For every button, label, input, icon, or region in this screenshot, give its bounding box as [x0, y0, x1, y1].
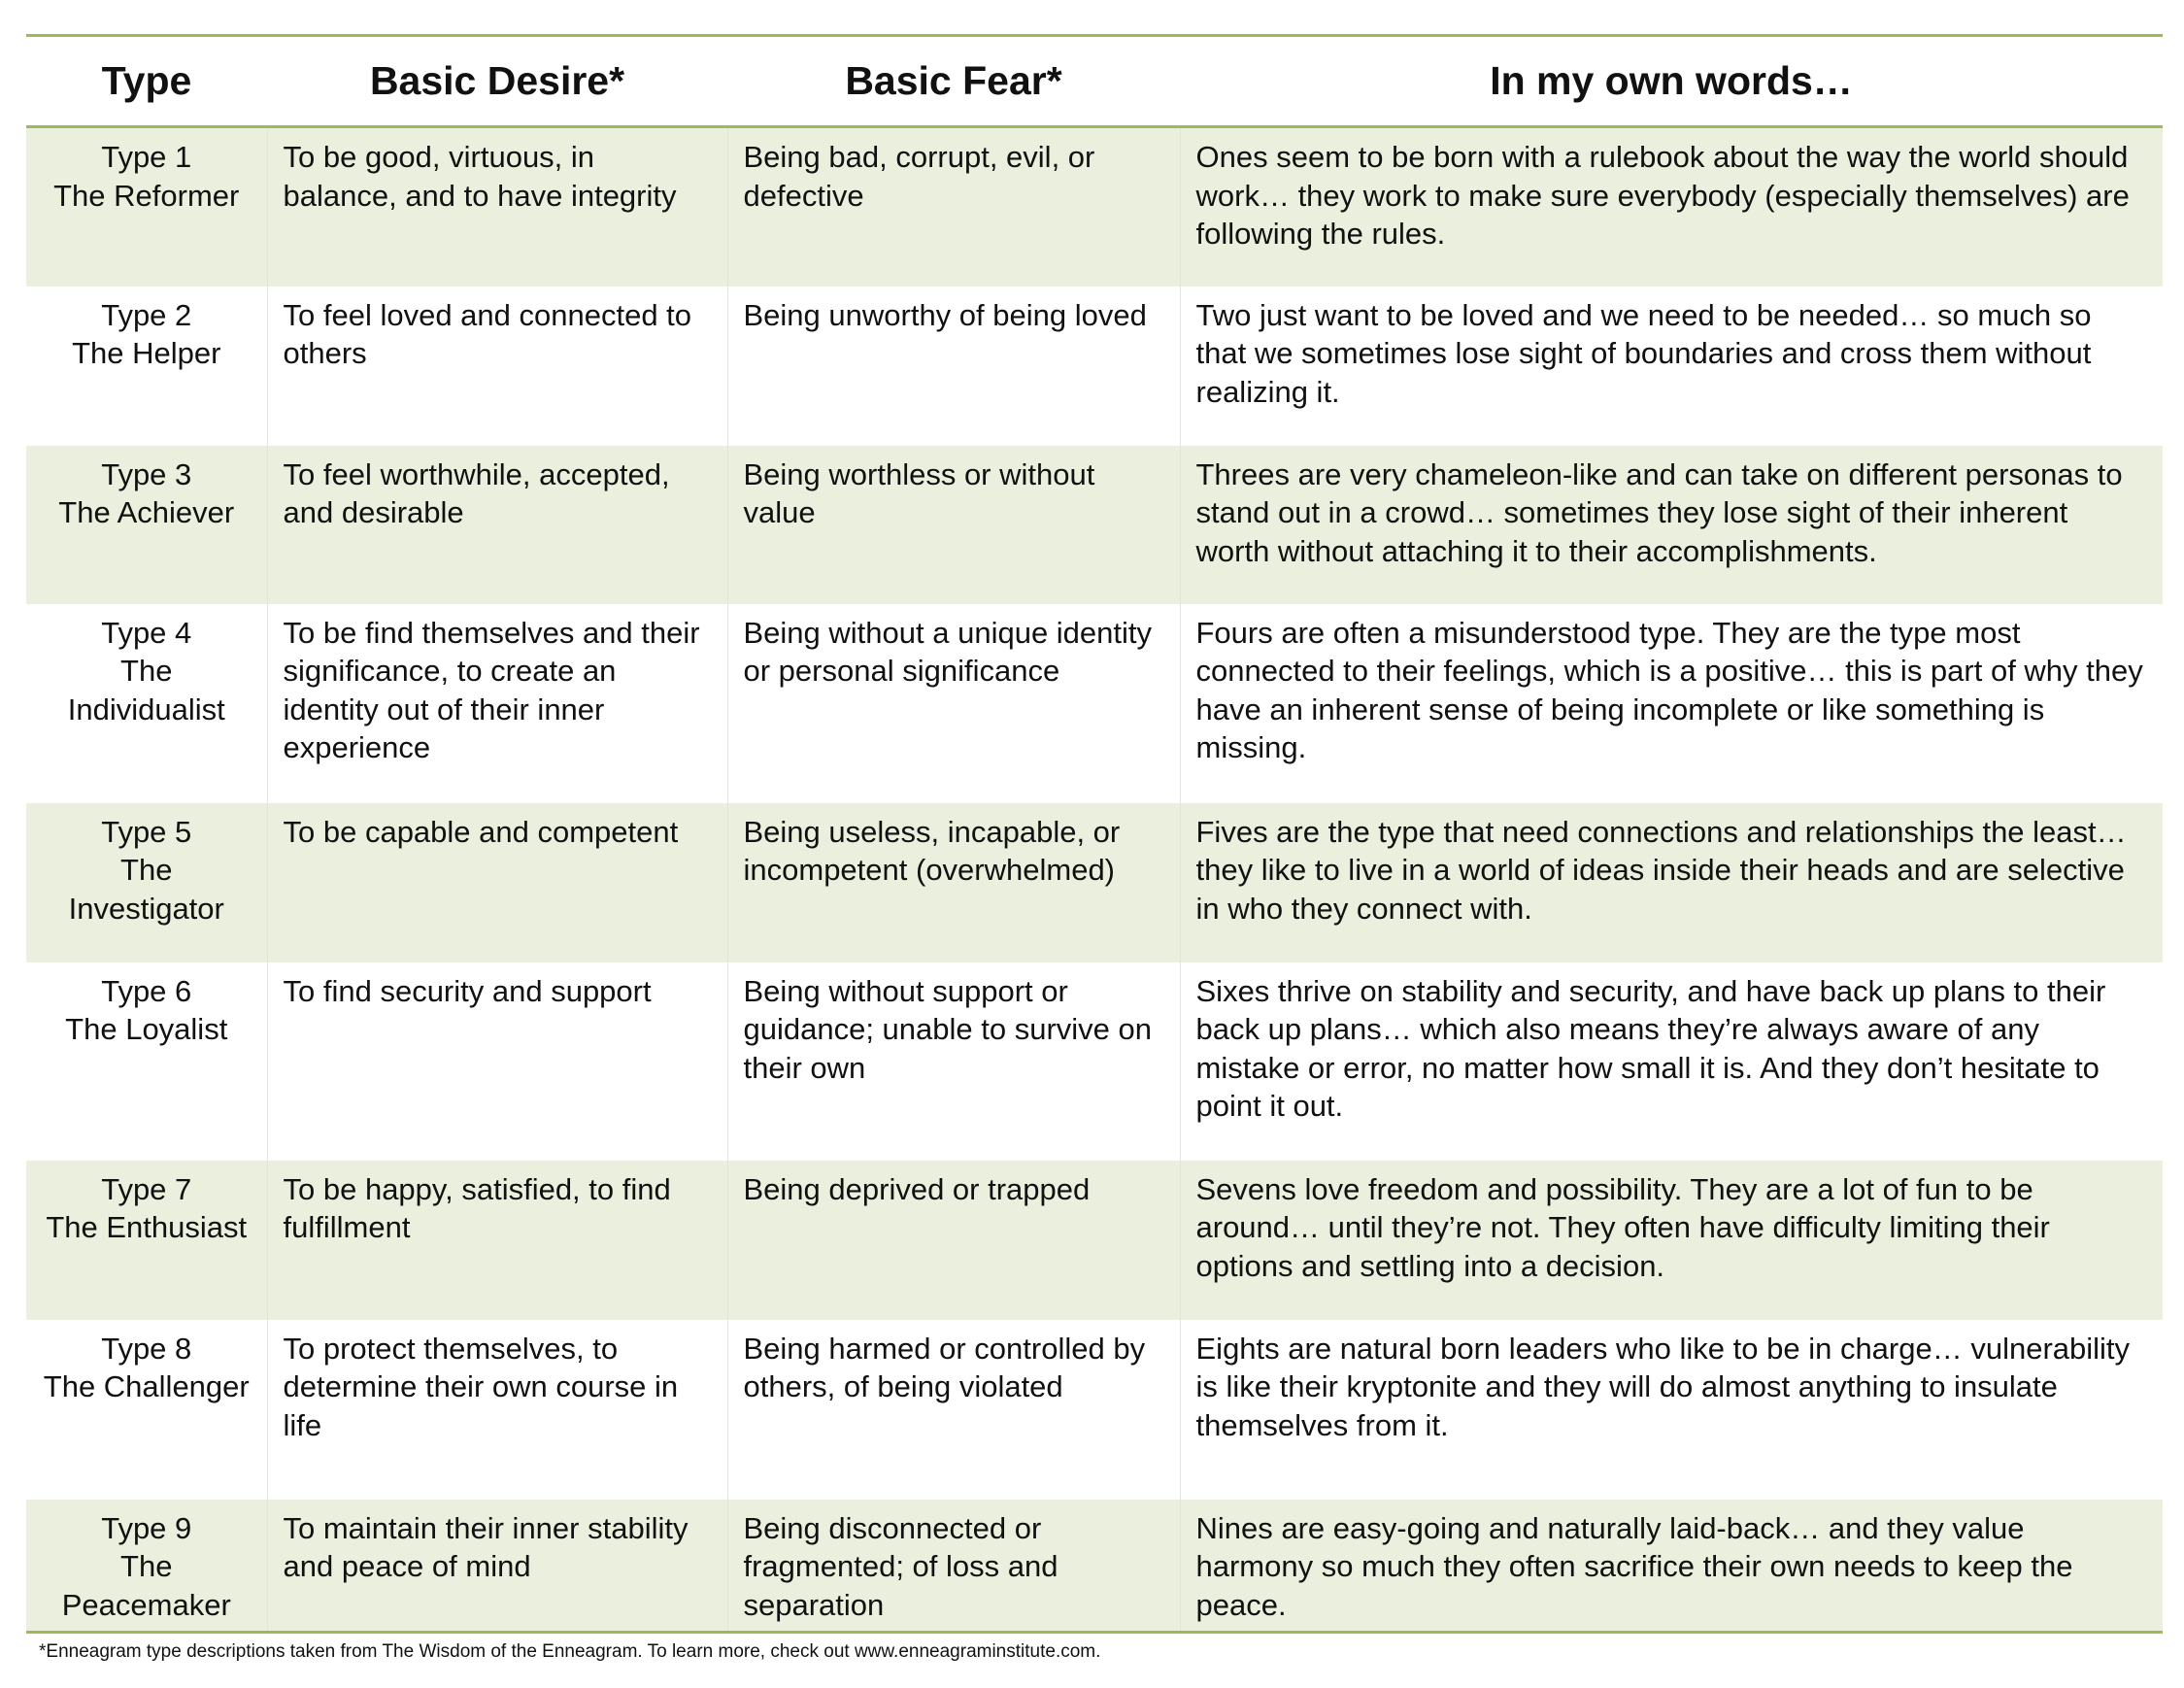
type-cell — [26, 446, 267, 604]
words-cell: Sevens love freedom and possibility. They are a lot of fun to be around… until they’re not. They often have difficulty limiting their options and settling into a decision. — [1180, 1161, 2163, 1320]
desire-cell: To be find themselves and their significance, to create an identity out of their inner experience — [267, 604, 727, 803]
words-cell: Sixes thrive on stability and security, and have back up plans to their back up plans… which also means they’re always aware of any mistake or error, no matter how small it is. And they don’t hesitate to point it out. — [1180, 962, 2163, 1161]
type-number: Type 2 — [101, 297, 192, 332]
table-row — [26, 287, 2163, 446]
desire-cell: To find security and support — [267, 962, 727, 1161]
desire-cell: To be capable and competent — [267, 803, 727, 962]
desire-cell: To be happy, satisfied, to find fulfillment — [267, 1161, 727, 1320]
enneagram-table — [26, 37, 2163, 1634]
type-cell — [26, 604, 267, 803]
type-cell — [26, 1320, 267, 1500]
desire-cell: To maintain their inner stability and peace of mind — [267, 1500, 727, 1633]
type-cell — [26, 803, 267, 962]
type-cell — [26, 962, 267, 1161]
words-cell: Threes are very chameleon-like and can take on different personas to stand out in a crowd… sometimes they lose sight of their inherent worth without attaching it to their accomplishments. — [1180, 446, 2163, 604]
footnote: *Enneagram type descriptions taken from The Wisdom of the Enneagram. To learn more, check out www.enneagraminstitute.com. — [39, 1641, 1101, 1662]
type-name: The Reformer — [53, 178, 240, 213]
type-cell — [26, 127, 267, 287]
type-number: Type 4 — [101, 615, 192, 650]
words-cell: Fives are the type that need connections and relationships the least… they like to live in a world of ideas inside their heads and are selective in who they connect with. — [1180, 803, 2163, 962]
enneagram-table-container — [26, 34, 2163, 1634]
table-row — [26, 1500, 2163, 1633]
type-name-line: The — [120, 1549, 173, 1583]
fear-cell: Being useless, incapable, or incompetent (overwhelmed) — [727, 803, 1180, 962]
table-row — [26, 803, 2163, 962]
table-row — [26, 446, 2163, 604]
table-row — [26, 1320, 2163, 1500]
type-name-line: Peacemaker — [61, 1587, 231, 1622]
desire-cell: To protect themselves, to determine their own course in life — [267, 1320, 727, 1500]
desire-cell: To feel worthwhile, accepted, and desirable — [267, 446, 727, 604]
fear-cell: Being harmed or controlled by others, of being violated — [727, 1320, 1180, 1500]
type-name: The Challenger — [43, 1369, 250, 1403]
type-number: Type 9 — [101, 1510, 192, 1545]
type-number: Type 8 — [101, 1331, 192, 1366]
fear-cell: Being bad, corrupt, evil, or defective — [727, 127, 1180, 287]
type-cell — [26, 1161, 267, 1320]
header-basic-desire: Basic Desire* — [267, 37, 727, 127]
words-cell: Eights are natural born leaders who like to be in charge… vulnerability is like their kryptonite and they will do almost anything to insulate themselves from it. — [1180, 1320, 2163, 1500]
type-name-line: The — [120, 654, 173, 688]
type-cell — [26, 287, 267, 446]
type-number: Type 5 — [101, 814, 192, 849]
fear-cell: Being unworthy of being loved — [727, 287, 1180, 446]
words-cell: Two just want to be loved and we need to be needed… so much so that we sometimes lose sight of boundaries and cross them without realizing it. — [1180, 287, 2163, 446]
header-basic-fear: Basic Fear* — [727, 37, 1180, 127]
type-number: Type 1 — [101, 140, 192, 174]
table-row — [26, 604, 2163, 803]
desire-cell: To feel loved and connected to others — [267, 287, 727, 446]
type-name: The Achiever — [58, 495, 235, 529]
type-cell — [26, 1500, 267, 1633]
type-name-line: Investigator — [68, 891, 224, 926]
fear-cell: Being without a unique identity or personal significance — [727, 604, 1180, 803]
table-row — [26, 1161, 2163, 1320]
type-name: The Helper — [72, 336, 221, 370]
header-type: Type — [26, 37, 267, 127]
desire-cell: To be good, virtuous, in balance, and to have integrity — [267, 127, 727, 287]
fear-cell: Being without support or guidance; unable to survive on their own — [727, 962, 1180, 1161]
fear-cell: Being deprived or trapped — [727, 1161, 1180, 1320]
type-number: Type 3 — [101, 456, 192, 491]
type-number: Type 6 — [101, 973, 192, 1008]
type-name-line: Individualist — [67, 692, 225, 726]
type-number: Type 7 — [101, 1171, 192, 1206]
type-name: The Enthusiast — [46, 1210, 248, 1244]
words-cell: Ones seem to be born with a rulebook about the way the world should work… they work to make sure everybody (especially themselves) are following the rules. — [1180, 127, 2163, 287]
table-row — [26, 127, 2163, 287]
type-name-line: The — [120, 853, 173, 887]
header-own-words: In my own words… — [1180, 37, 2163, 127]
header-row — [26, 37, 2163, 127]
type-name: The Loyalist — [65, 1012, 228, 1046]
table-row — [26, 962, 2163, 1161]
fear-cell: Being disconnected or fragmented; of loss and separation — [727, 1500, 1180, 1633]
words-cell: Nines are easy-going and naturally laid-back… and they value harmony so much they often sacrifice their own needs to keep the peace. — [1180, 1500, 2163, 1633]
fear-cell: Being worthless or without value — [727, 446, 1180, 604]
words-cell: Fours are often a misunderstood type. They are the type most connected to their feelings, which is a positive… this is part of why they have an inherent sense of being incomplete or like something is missing. — [1180, 604, 2163, 803]
